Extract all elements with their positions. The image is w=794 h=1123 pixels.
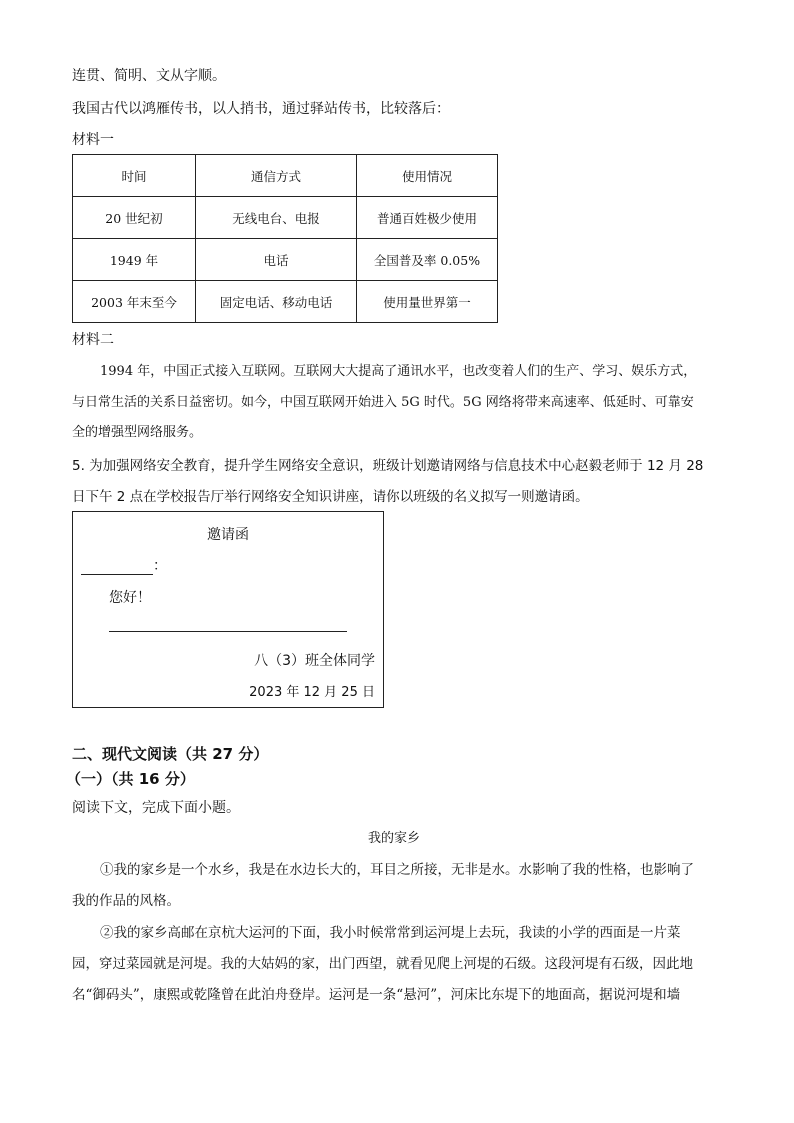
invitation-signature: 八（3）班全体同学 [254,653,375,669]
table-header-time: 时间 [73,155,196,197]
table-cell: 全国普及率 0.05% [357,239,498,281]
invitation-greeting: 您好！ [109,590,151,606]
table-header-method: 通信方式 [196,155,357,197]
material2-line-2: 与日常生活的关系日益密切。如今，中国互联网开始进入 5G 时代。5G 网络将带来高速率、低延时、可靠安 [72,395,694,410]
article-paragraph-line: ②我的家乡高邮在京杭大运河的下面，我小时候常常到运河堤上去玩，我读的小学的西面是一片菜 [100,925,681,941]
invitation-addressee [81,555,167,575]
article-paragraph-line: 园，穿过菜园就是河堤。我的大姑妈的家，出门西望，就看见爬上河堤的石级。这段河堤有石级，因此地 [72,956,693,972]
table-cell: 使用量世界第一 [357,281,498,323]
table-cell: 2003 年末至今 [73,281,196,323]
table-row [73,281,498,323]
table-header-usage: 使用情况 [357,155,498,197]
material2-line-1: 1994 年，中国正式接入互联网。互联网大大提高了通讯水平，也改变着人们的生产、学习、娱乐方式， [100,364,697,379]
table-cell: 电话 [196,239,357,281]
article-paragraph-line: 名“御码头”，康熙或乾隆曾在此泊舟登岸。运河是一条“悬河”，河床比东堤下的地面高，据说河堤和墙 [72,987,681,1003]
table-row [73,239,498,281]
article-paragraph-line: 我的作品的风格。 [72,893,180,909]
intro-line-1: 连贯、简明、文从字顺。 [72,68,226,84]
section2-subheading: （一）（共 16 分） [66,770,195,788]
material2-label: 材料二 [72,332,114,348]
invitation-body-blank[interactable] [109,631,347,632]
section2-heading: 二、现代文阅读（共 27 分） [72,745,269,763]
question5-line-1: 5. 为加强网络安全教育，提升学生网络安全意识，班级计划邀请网络与信息技术中心赵毅老师于 12 月 28 [72,458,704,474]
table-cell: 固定电话、移动电话 [196,281,357,323]
article-paragraph-line: ①我的家乡是一个水乡，我是在水边长大的，耳目之所接，无非是水。水影响了我的性格，也影响了 [100,862,694,878]
invitation-date: 2023 年 12 月 25 日 [249,685,375,700]
addressee-blank[interactable] [81,560,153,575]
table-cell: 20 世纪初 [73,197,196,239]
invitation-letter-box [72,511,384,708]
addressee-colon: ： [153,558,167,574]
intro-line-2: 我国古代以鸿雁传书，以人捎书，通过驿站传书，比较落后： [72,101,450,117]
communication-table [72,154,498,323]
table-cell: 1949 年 [73,239,196,281]
material1-label: 材料一 [72,132,114,148]
section2-instruction: 阅读下文，完成下面小题。 [72,800,240,816]
question5-line-2: 日下午 2 点在学校报告厅举行网络安全知识讲座，请你以班级的名义拟写一则邀请函。 [72,489,589,505]
table-row [73,197,498,239]
table-cell: 无线电台、电报 [196,197,357,239]
invitation-title: 邀请函 [207,527,249,543]
material2-line-3: 全的增强型网络服务。 [72,425,203,440]
table-cell: 普通百姓极少使用 [357,197,498,239]
article-title: 我的家乡 [368,831,421,846]
table-header-row [73,155,498,197]
